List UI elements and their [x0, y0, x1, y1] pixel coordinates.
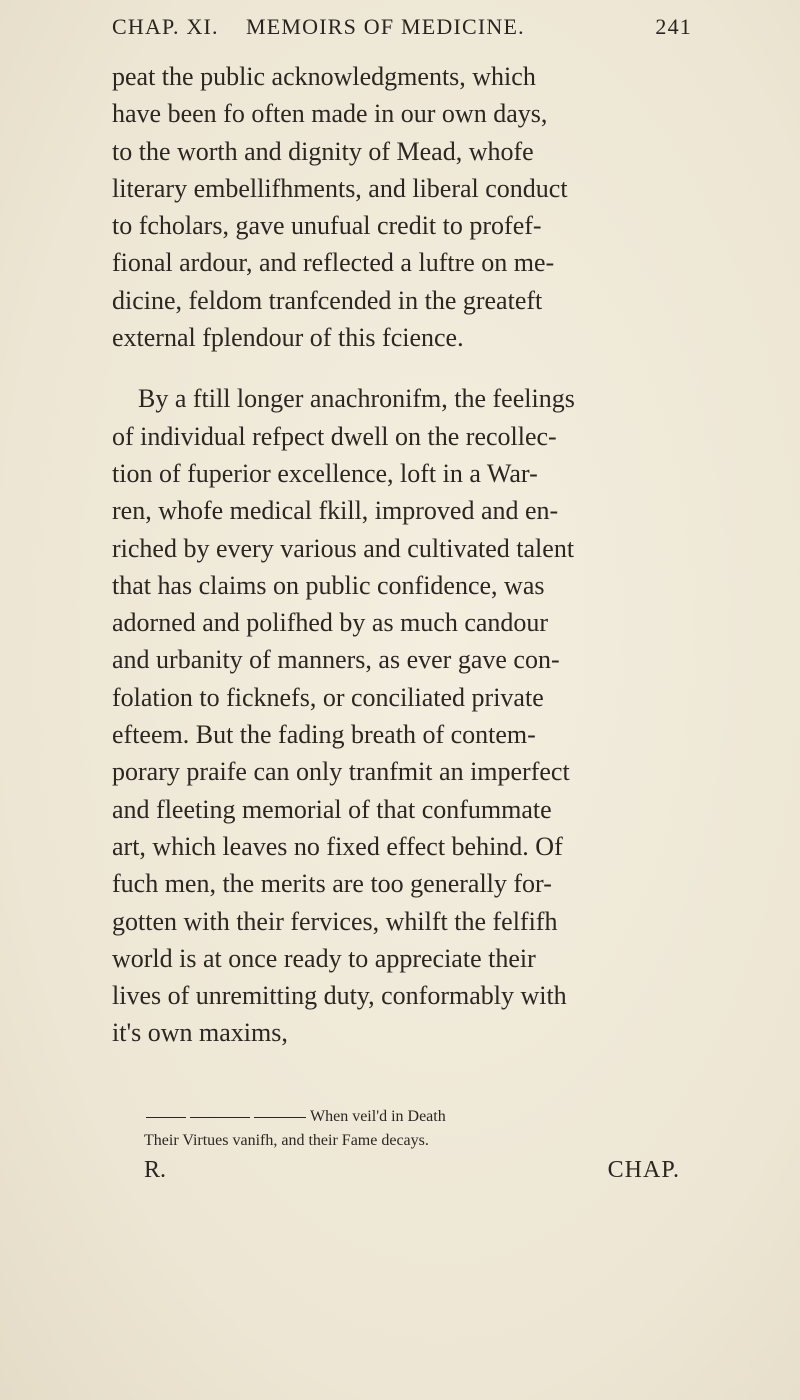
text-line: literary embellifhments, and liberal conduct [112, 173, 568, 203]
text-line: tion of fuperior excellence, loft in a War- [112, 458, 538, 488]
dash-rule [254, 1117, 306, 1118]
dash-rule [146, 1117, 186, 1118]
body-text [112, 58, 686, 1052]
text-line: fional ardour, and reflected a luftre on me- [112, 248, 555, 278]
paragraph-1 [112, 58, 686, 356]
text-line: that has claims on public confidence, was [112, 570, 545, 600]
text-line: ren, whofe medical fkill, improved and en- [112, 496, 559, 526]
catchword: CHAP. [607, 1157, 680, 1183]
text-line: dicine, feldom tranfcended in the greateft [112, 285, 543, 315]
quotation-text: When veil'd in Death [310, 1108, 446, 1125]
page-footer [112, 1157, 686, 1189]
text-line: porary praife can only tranfmit an imperfect [112, 757, 570, 787]
text-line: adorned and polifhed by as much candour [112, 608, 549, 638]
quotation-line-2: Their Virtues vanifh, and their Fame decays. [144, 1132, 429, 1149]
text-line: efteem. But the fading breath of contem- [112, 720, 536, 750]
text-line: riched by every various and cultivated talent [112, 533, 575, 563]
text-line: of individual refpect dwell on the recollec- [112, 421, 557, 451]
text-line: it's own maxims, [112, 1018, 288, 1048]
text-line: lives of unremitting duty, conformably with [112, 981, 567, 1011]
paragraph-2 [112, 380, 686, 1051]
text-line: fuch men, the merits are too generally for- [112, 869, 552, 899]
text-line: gotten with their fervices, whilft the felfifh [112, 906, 558, 936]
running-title: MEMOIRS OF MEDICINE. [246, 14, 525, 39]
verse-quotation [112, 1105, 686, 1153]
signature-mark: R. [144, 1157, 167, 1183]
paragraph-gap [112, 356, 686, 380]
text-line: and urbanity of manners, as ever gave con- [112, 645, 560, 675]
dash-rule [190, 1117, 250, 1118]
text-line: have been fo often made in our own days, [112, 99, 548, 129]
text-line: world is at once ready to appreciate their [112, 943, 536, 973]
text-line: peat the public acknowledgments, which [112, 62, 536, 91]
text-line: to the worth and dignity of Mead, whofe [112, 136, 534, 166]
page-number: 241 [655, 14, 692, 39]
text-line: By a ftill longer anachronifm, the feelings [138, 384, 575, 414]
text-line: art, which leaves no fixed effect behind. Of [112, 831, 563, 861]
text-line: external fplendour of this fcience. [112, 323, 464, 353]
text-line: folation to ficknefs, or conciliated private [112, 682, 544, 712]
text-line: to fcholars, gave unufual credit to profef- [112, 211, 542, 241]
text-line: and fleeting memorial of that confummate [112, 794, 552, 824]
chapter-label: CHAP. XI. [112, 14, 219, 39]
quotation-line-1 [112, 1105, 686, 1129]
